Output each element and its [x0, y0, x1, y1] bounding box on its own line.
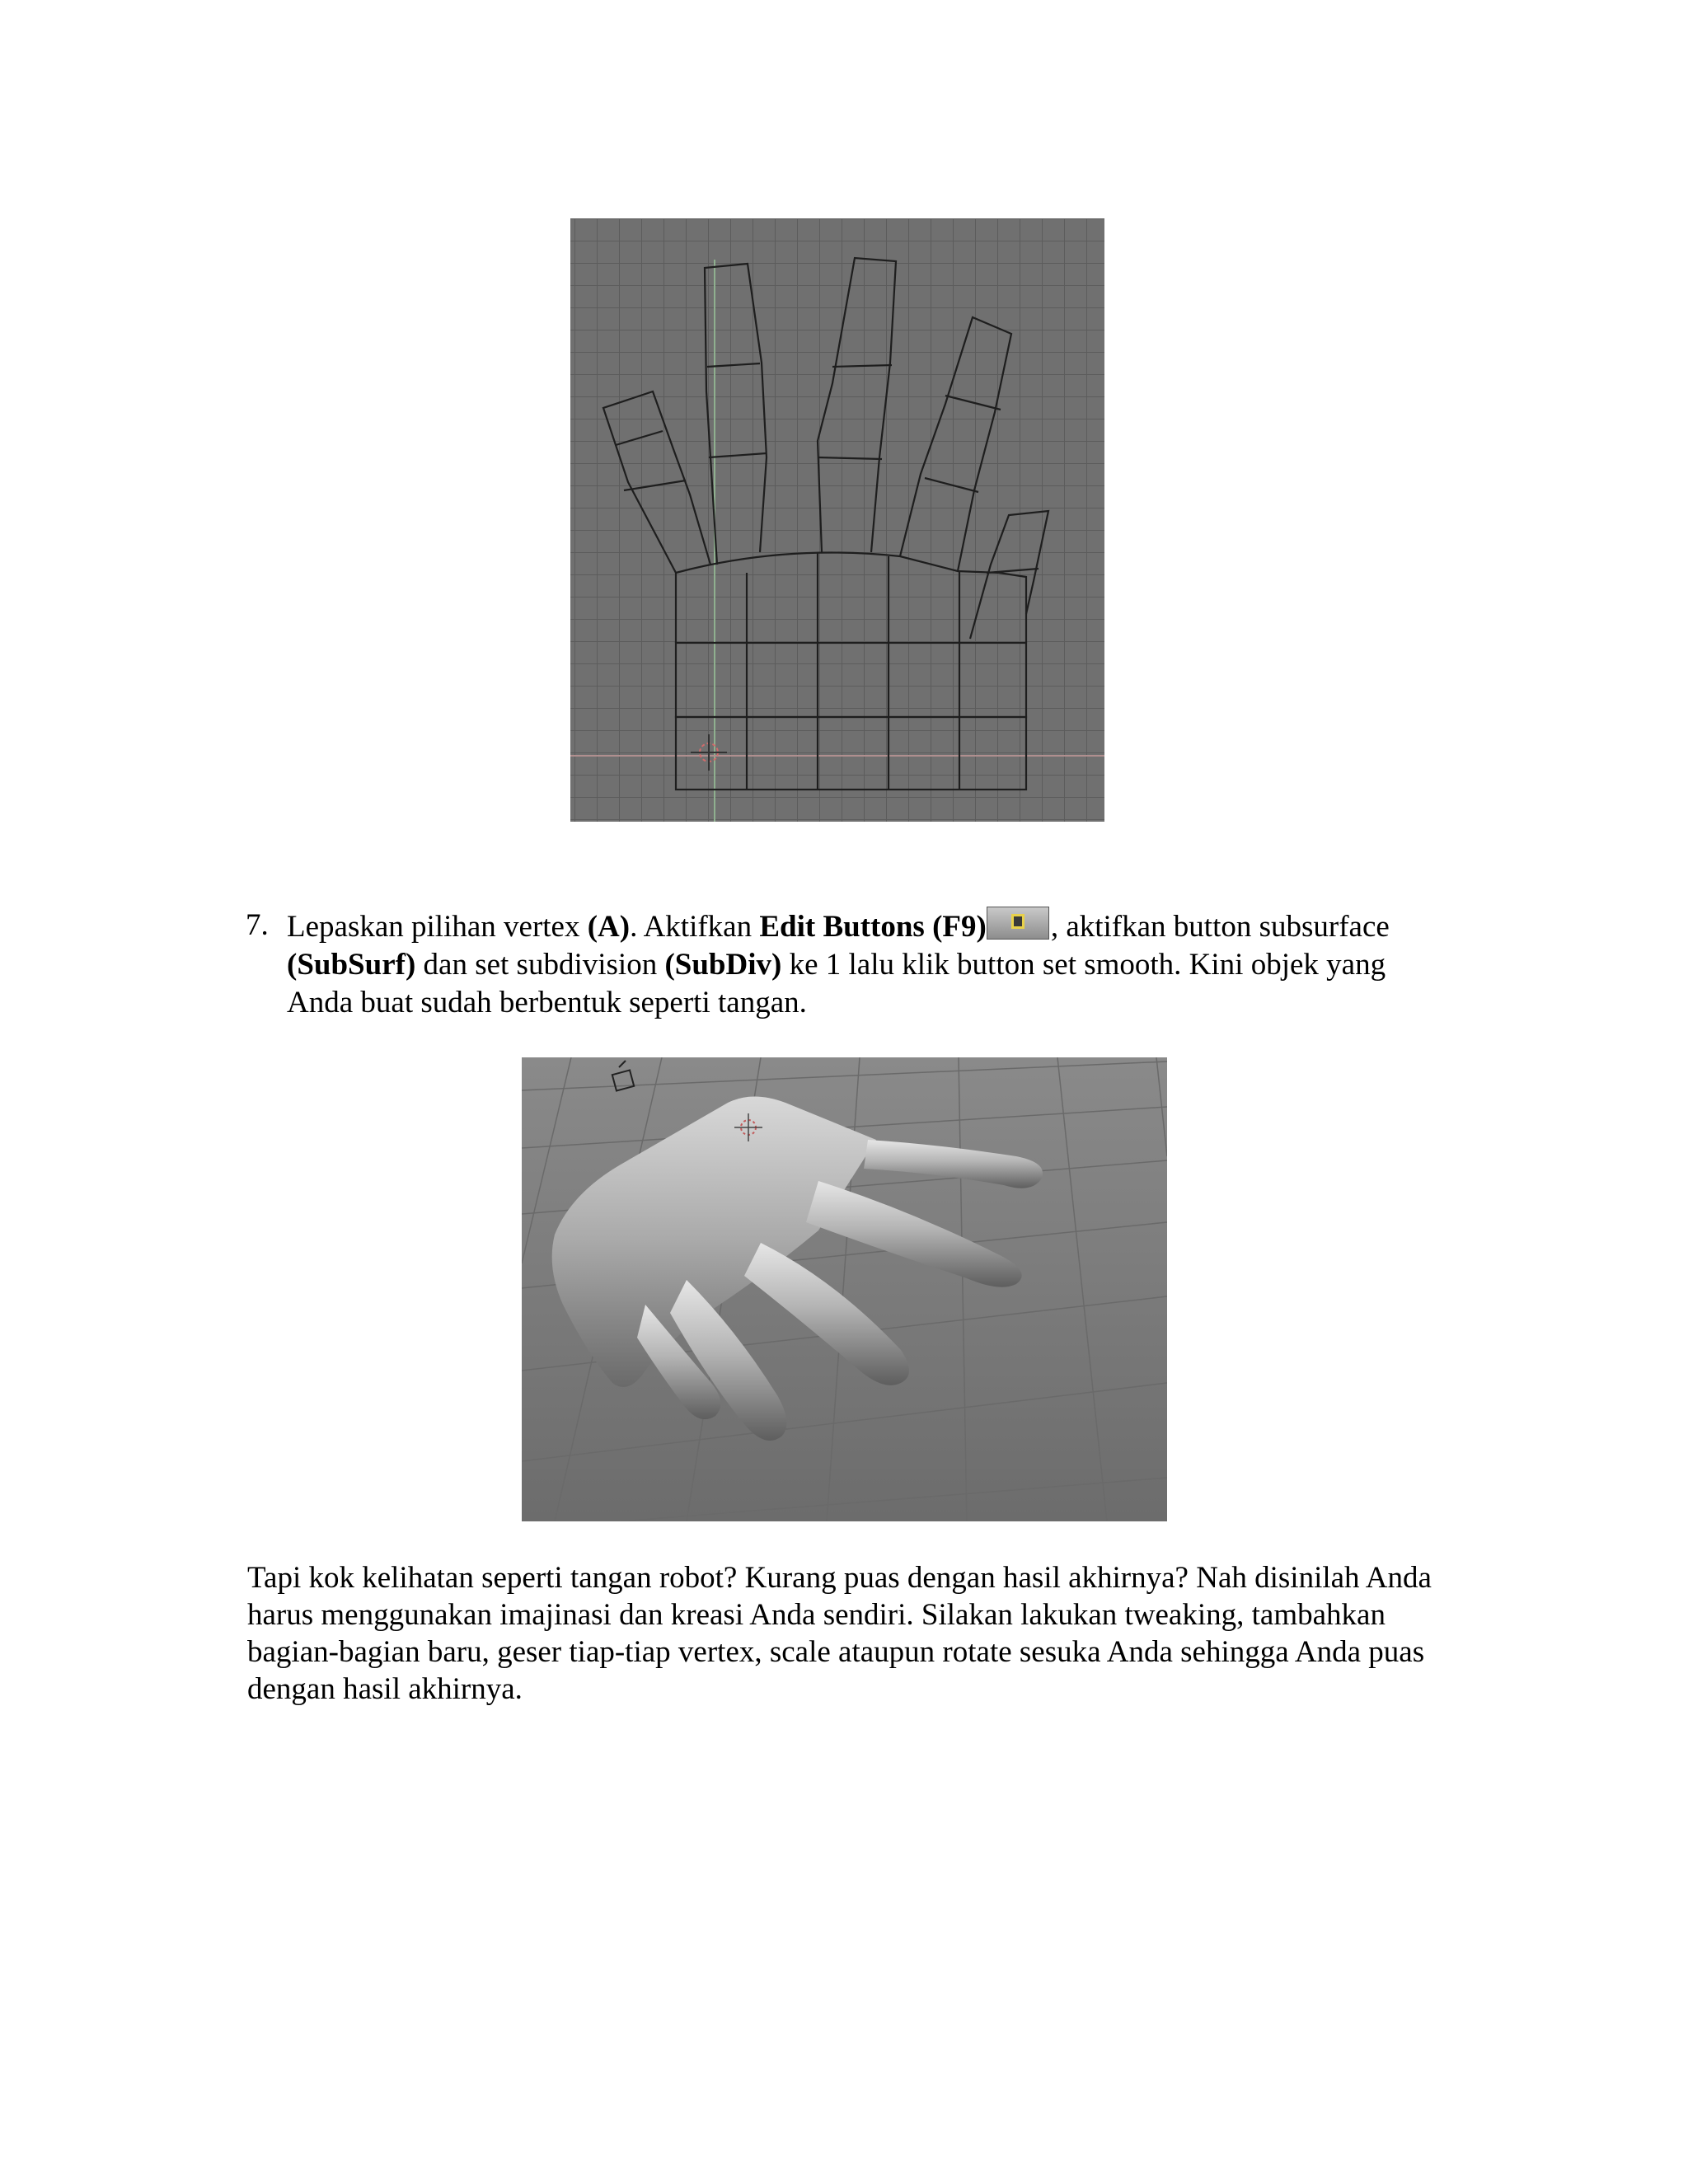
step-text-1: Lepaskan pilihan vertex — [287, 910, 588, 944]
subdiv-label: (SubDiv) — [664, 948, 782, 982]
key-a: (A) — [587, 910, 631, 944]
closing-paragraph: Tapi kok kelihatan seperti tangan robot? Kurang puas dengan hasil akhirnya? Nah disinilah Anda harus menggunakan imajinasi dan kreasi Anda sendiri. Silakan lakukan tweaking, tambahkan bagian-bagian baru, geser tiap-tiap vertex, scale ataupun rotate sesuka Anda sehingga Anda puas dengan hasil akhirnya. — [247, 1561, 1432, 1706]
step-number: 7. — [246, 908, 269, 942]
subsurf-label: (SubSurf) — [287, 948, 416, 982]
step-7-text — [287, 907, 1449, 1022]
step-7 — [246, 907, 1449, 1022]
smooth-viewport — [522, 1057, 1167, 1521]
step-text-3: , aktifkan button subsurface — [1050, 910, 1390, 944]
hand-wireframe-image — [570, 218, 1104, 822]
step-text-5: ke 1 lalu klik button set smooth. Kini objek yang Anda buat sudah berbentuk seperti tangan. — [287, 948, 1386, 1019]
step-text-2: . Aktifkan — [630, 910, 760, 944]
wireframe-viewport — [570, 218, 1104, 822]
edit-buttons-label: Edit Buttons (F9) — [759, 910, 987, 944]
edit-buttons-icon — [987, 907, 1049, 940]
hand-smooth-render-image — [522, 1057, 1167, 1521]
step-text-4: dan set subdivision — [415, 948, 665, 982]
